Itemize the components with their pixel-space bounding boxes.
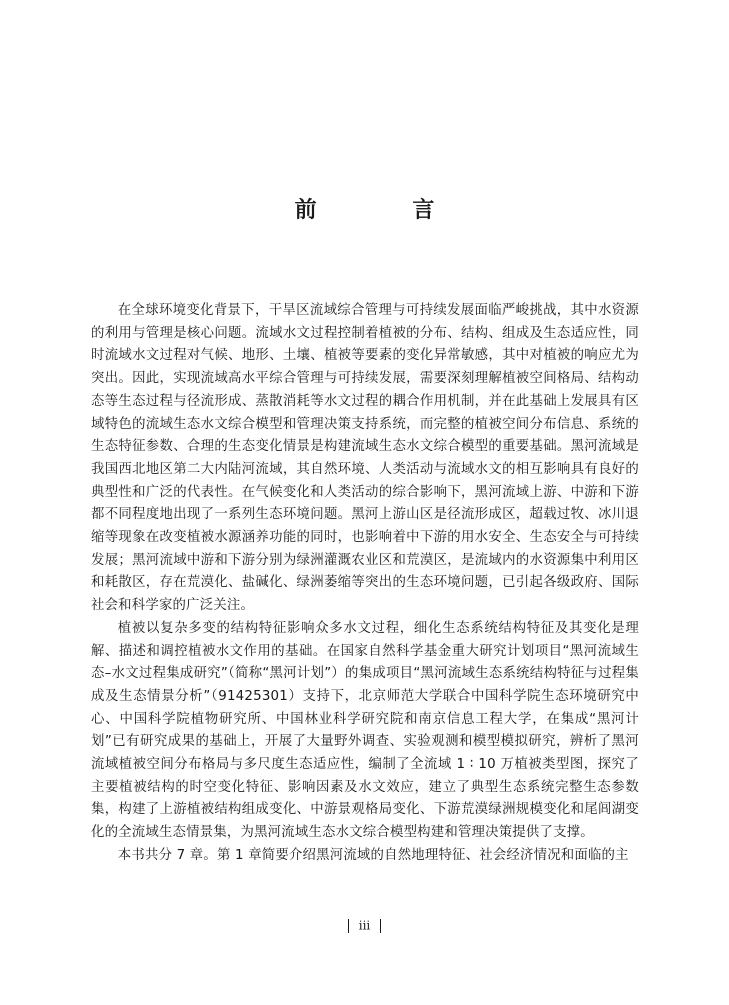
page-number: iii (358, 918, 371, 933)
page-number-left-rule (348, 919, 349, 933)
paragraph-2: 植被以复杂多变的结构特征影响众多水文过程，细化生态系统结构特征及其变化是理解、描述和调控植被水文作用的基础。在国家自然科学基金重大研究计划项目“黑河流域生态–水文过程集成研究”（简称“黑河计划”）的集成项目“黑河流域生态系统结构特征与过程集成及生态情景分析”（91425301）支持下，北京师范大学联合中国科学院生态环境研究中心、中国科学院植物研究所、中国林业科学研究院和南京信息工程大学，在集成“黑河计划”已有研究成果的基础上，开展了大量野外调查、实验观测和模型模拟研究，辨析了黑河流域植被空间分布格局与多尺度生态适应性，编制了全流域 1 ∶ 10 万植被类型图，探究了主要植被结构的时空变化特征、影响因素及水文效应，建立了典型生态系统完整生态参数集，构建了上游植被结构组成变化、中游景观格局变化、下游荒漠绿洲规模变化和尾闾湖变化的全流域生态情景集，为黑河流域生态水文综合模型构建和管理决策提供了支撑。 (91, 620, 639, 841)
body-text (91, 300, 639, 868)
paragraph-1: 在全球环境变化背景下，干旱区流域综合管理与可持续发展面临严峻挑战，其中水资源的利用与管理是核心问题。流域水文过程控制着植被的分布、结构、组成及生态适应性，同时流域水文过程对气候、地形、土壤、植被等要素的变化异常敏感，其中对植被的响应尤为突出。因此，实现流域高水平综合管理与可持续发展，需要深刻理解植被空间格局、结构动态等生态过程与径流形成、蒸散消耗等水文过程的耦合作用机制，并在此基础上发展具有区域特色的流域生态水文综合模型和管理决策支持系统，而完整的植被空间分布信息、系统的生态特征参数、合理的生态变化情景是构建流域生态水文综合模型的重要基础。黑河流域是我国西北地区第二大内陆河流域，其自然环境、人类活动与流域水文的相互影响具有良好的典型性和广泛的代表性。在气候变化和人类活动的综合影响下，黑河流域上游、中游和下游都不同程度地出现了一系列生态环境问题。黑河上游山区是径流形成区，超载过牧、冰川退缩等现象在改变植被水源涵养功能的同时，也影响着中下游的用水安全、生态安全与可持续发展；黑河流域中游和下游分别为绿洲灌溉农业区和荒漠区，是流域内的水资源集中利用区和耗散区，存在荒漠化、盐碱化、绿洲萎缩等突出的生态环境问题，已引起各级政府、国际社会和科学家的广泛关注。 (91, 303, 639, 614)
page-number-right-rule (380, 919, 381, 933)
page-title: 前 言 (294, 198, 479, 223)
paragraph-3: 本书共分 7 章。第 1 章简要介绍黑河流域的自然地理特征、社会经济情况和面临的主 (117, 847, 629, 863)
page-footer (0, 913, 729, 938)
